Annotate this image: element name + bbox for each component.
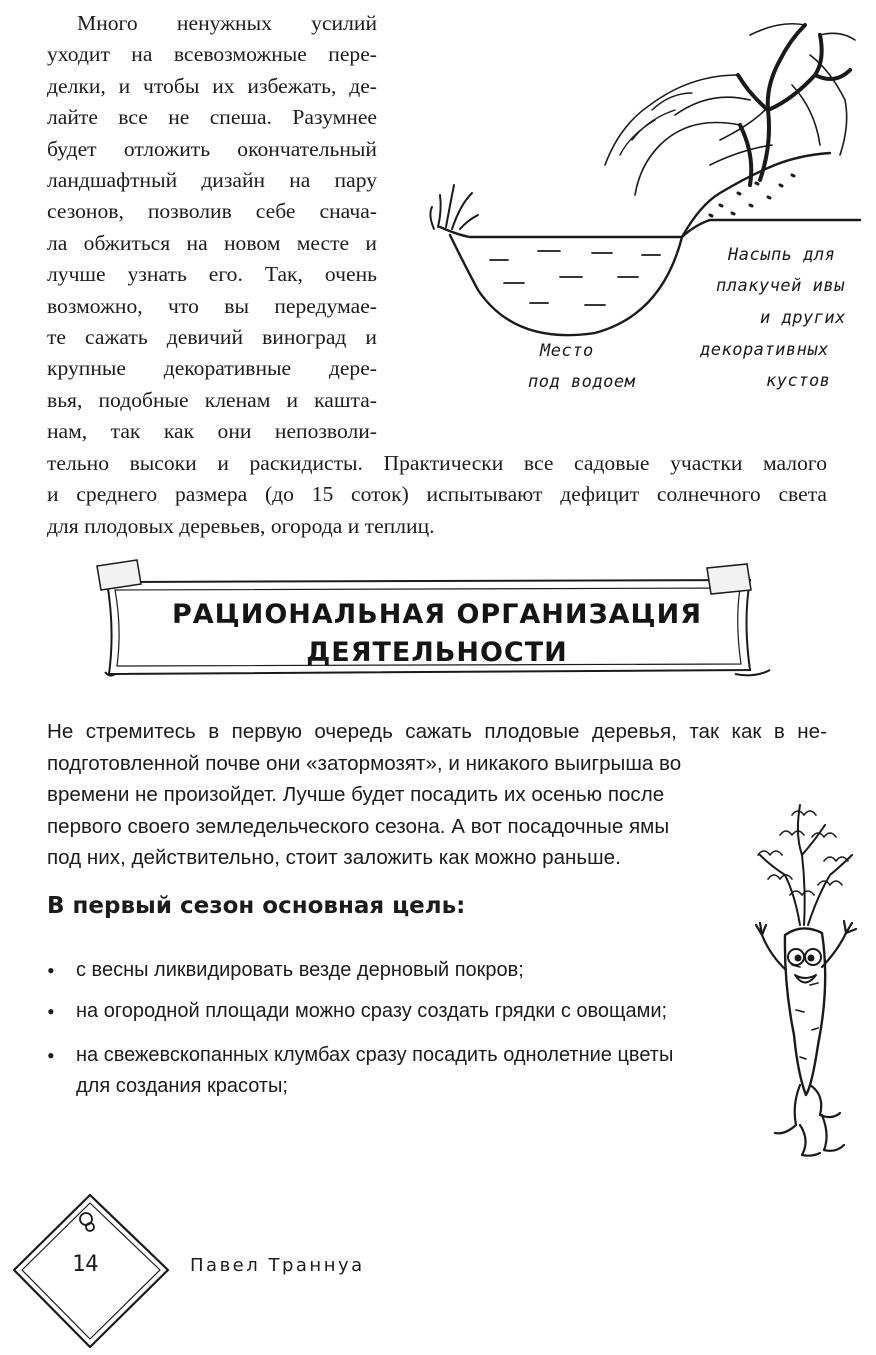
label-mound-line-1: Насыпь для (728, 245, 836, 265)
text-line: крупные декоративные дере- (47, 356, 377, 381)
text-line: делки, и чтобы их избежать, де- (47, 73, 377, 98)
bullet-marker: • (47, 1043, 55, 1068)
bullet-text: для создания красоты; (76, 1075, 288, 1097)
text-line: те сажать девичий виноград и (47, 324, 377, 349)
label-mound-line-3: и других (760, 308, 846, 328)
section-title-line: ДЕЯТЕЛЬНОСТИ (306, 637, 568, 668)
paragraph-1-wide (47, 448, 827, 542)
text-line: Не стремитесь в первую очередь сажать плодовые деревья, так как в не- (47, 720, 827, 743)
subheading: В первый сезон основная цель: (47, 893, 466, 919)
section-title (104, 596, 770, 672)
tape-left (97, 560, 141, 590)
text-line: тельно высоки и раскидисты. Практически все садовые участки малого (47, 451, 827, 475)
section-title-line: РАЦИОНАЛЬНАЯ ОРГАНИЗАЦИЯ (171, 599, 702, 630)
text-line: Много ненужных усилий (77, 11, 377, 35)
bullet-marker: • (47, 999, 55, 1024)
bullet-text: с весны ликвидировать везде дерновый покров; (76, 959, 524, 981)
text-line: первого своего земледельческого сезона. А вот посадочные ямы (47, 814, 670, 838)
text-line: лайте все не спеша. Разумнее (47, 105, 377, 130)
label-mound-line-5: кустов (766, 371, 831, 391)
bullet-text: на огородной площади можно сразу создать грядки с овощами; (76, 1000, 668, 1022)
paragraph-2 (47, 716, 827, 874)
bullet-text: на свежевскопанных клумбах сразу посадить однолетние цветы (76, 1044, 674, 1066)
text-line: вья, подобные кленам и кашта- (47, 387, 377, 412)
bullet-item (76, 955, 524, 986)
text-line: подготовленной почве они «затормозят», и никакого выигрыша во (47, 751, 682, 775)
willow-trunk (738, 25, 850, 185)
label-mound-line-4: декоративных (700, 340, 829, 360)
author-name: Павел Траннуа (190, 1255, 365, 1276)
text-line: времени не произойдет. Лучше будет посадить их осенью после (47, 783, 665, 807)
label-mound-line-2: плакучей ивы (716, 276, 845, 296)
bullet-item (76, 996, 667, 1027)
tape-right (707, 564, 751, 594)
bullet-marker: • (47, 958, 55, 983)
text-line: уходит на всевозможные пере- (47, 42, 377, 67)
text-line: для плодовых деревьев, огорода и теплиц. (47, 513, 435, 538)
paragraph-1-narrow (47, 8, 377, 447)
text-line: ландшафтный дизайн на пару (47, 167, 377, 192)
text-line: возможно, что вы передумае- (47, 293, 377, 318)
text-line: и среднего размера (до 15 соток) испытывают дефицит солнечного света (47, 482, 827, 507)
pin-icon (80, 1213, 94, 1231)
text-line: ла обжиться на новом месте и (47, 230, 377, 255)
text-line: сезонов, позволив себе снача- (47, 199, 377, 224)
text-line: нам, так как они непозволи- (47, 419, 377, 444)
text-line: под них, действительно, стоит заложить как можно раньше. (47, 846, 621, 870)
text-line: будет отложить окончательный (47, 136, 377, 161)
label-pond-line-1: Место (540, 341, 594, 361)
label-pond-line-2: под водоем (528, 372, 636, 392)
carrot-character-illustration (740, 795, 870, 1165)
pond-bowl (440, 227, 682, 335)
page-number: 14 (72, 1252, 99, 1277)
text-line: лучше узнать его. Так, очень (47, 262, 377, 287)
bullet-item (76, 1040, 673, 1102)
